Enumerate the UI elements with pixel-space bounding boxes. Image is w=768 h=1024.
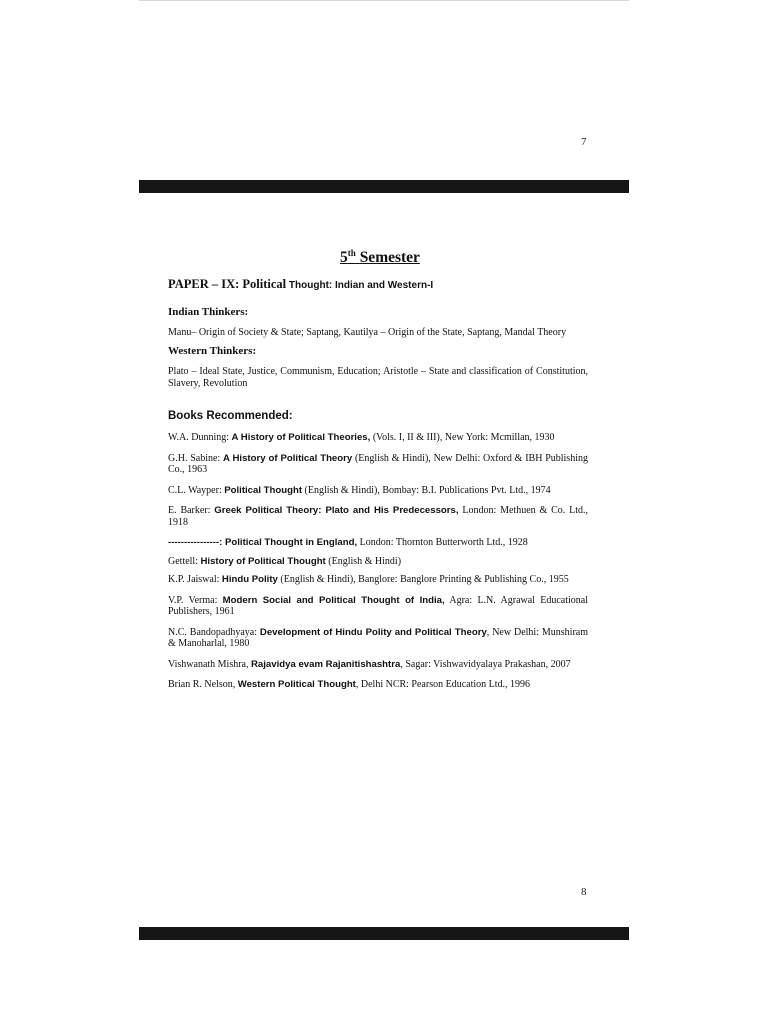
semester-title: 5th Semester bbox=[340, 248, 420, 266]
section-heading-indian: Indian Thinkers: bbox=[168, 306, 249, 318]
page-separator-bar bbox=[139, 927, 629, 940]
top-page-edge bbox=[139, 0, 629, 1]
page-content bbox=[168, 248, 588, 700]
book-item: E. Barker: Greek Political Theory: Plato and His Predecessors, London: Methuen & Co. Ltd., 1918 bbox=[168, 505, 588, 528]
page-number-bottom: 8 bbox=[581, 886, 587, 898]
book-item: W.A. Dunning: A History of Political Theories, (Vols. I, II & III), New York: Mcmillan, 1930 bbox=[168, 432, 555, 443]
book-item: Gettell: History of Political Thought (English & Hindi) bbox=[168, 555, 402, 567]
section-heading-western: Western Thinkers: bbox=[168, 345, 257, 357]
page-number-top: 7 bbox=[581, 136, 587, 148]
book-item: N.C. Bandopadhyaya: Development of Hindu Polity and Political Theory, New Delhi: Munshiram & Manoharlal, 1980 bbox=[168, 626, 588, 649]
book-item: K.P. Jaiswal: Hindu Polity (English & Hindi), Banglore: Banglore Printing & Publishing Co., 1955 bbox=[168, 574, 569, 585]
paper-title: PAPER – IX: Political Thought: Indian and Western-I bbox=[168, 277, 434, 291]
book-item: ----------------: Political Thought in England, London: Thornton Butterworth Ltd., 1928 bbox=[168, 537, 528, 548]
book-item: G.H. Sabine: A History of Political Theory (English & Hindi), New Delhi: Oxford & IBH Publishing Co., 1963 bbox=[168, 452, 588, 475]
section-text-western: Plato – Ideal State, Justice, Communism, Education; Aristotle – State and classification of Constitution, Slavery, Revolution bbox=[168, 366, 588, 389]
book-item: V.P. Verma: Modern Social and Political Thought of India, Agra: L.N. Agrawal Educational Publishers, 1961 bbox=[168, 594, 588, 617]
section-text-indian: Manu– Origin of Society & State; Saptang, Kautilya – Origin of the State, Saptang, Mandal Theory bbox=[168, 327, 567, 338]
book-item: C.L. Wayper: Political Thought (English & Hindi), Bombay: B.I. Publications Pvt. Ltd., 1974 bbox=[168, 484, 551, 496]
book-item: Vishwanath Mishra, Rajavidya evam Rajanitishashtra, Sagar: Vishwavidyalaya Prakashan, 2007 bbox=[168, 658, 571, 670]
book-list bbox=[168, 432, 588, 691]
books-heading: Books Recommended: bbox=[168, 410, 293, 422]
book-item: Brian R. Nelson, Western Political Thought, Delhi NCR: Pearson Education Ltd., 1996 bbox=[168, 679, 531, 690]
page-separator-bar bbox=[139, 180, 629, 193]
